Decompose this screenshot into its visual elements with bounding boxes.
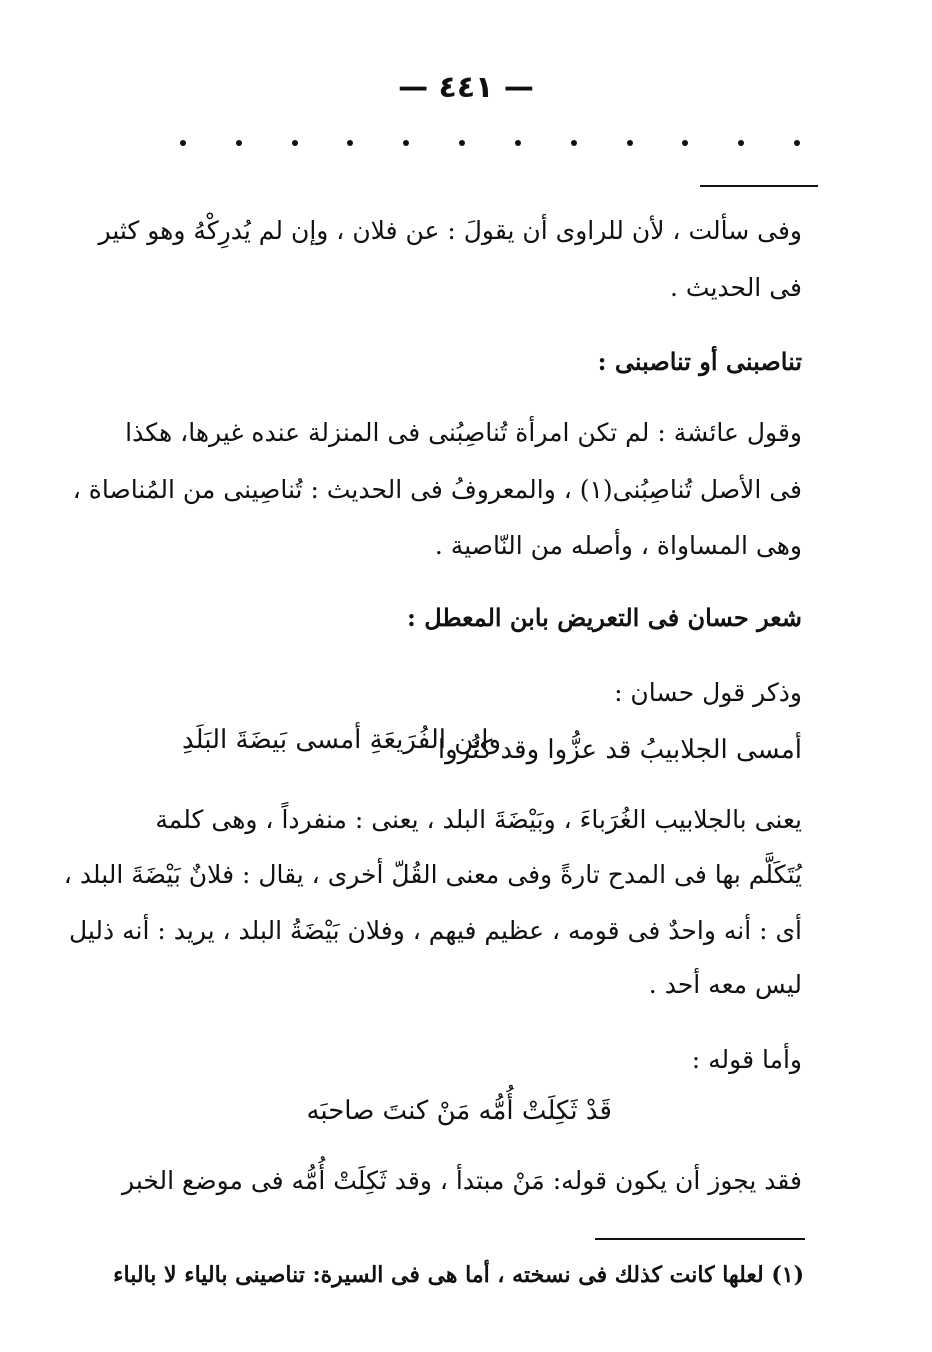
text-line: وذكر قول حسان : [614, 678, 802, 707]
top-rule [700, 185, 818, 187]
separator-dot [459, 140, 465, 146]
footnote-rule [595, 1238, 805, 1240]
separator-dot [292, 140, 298, 146]
separator-dot [403, 140, 409, 146]
separator-dot [682, 140, 688, 146]
verse-hemistich-first: أمسى الجلابيبُ قد عزُّوا وقد كثُروا [437, 735, 802, 765]
footnote: (١) لعلها كانت كذلك فى نسخته ، أما هى فى السيرة: تناصينى بالياء لا بالباء [113, 1262, 804, 1288]
text-line: وهى المساواة ، وأصله من النّاصية . [434, 531, 802, 560]
text-line: فقد يجوز أن يكون قوله: مَنْ مبتدأ ، وقد ثَكِلَتْ أُمُّه فى موضع الخبر [122, 1166, 802, 1195]
text-line: وأما قوله : [691, 1045, 802, 1074]
section-heading: شعر حسان فى التعريض بابن المعطل : [407, 603, 802, 632]
text-line: ليس معه أحد . [648, 970, 802, 999]
separator-dot [515, 140, 521, 146]
separator-dot [738, 140, 744, 146]
section-heading: تناصبنى أو تناصبنى : [597, 347, 802, 376]
text-line: يُتَكَلَّم بها فى المدح تارةً وفى معنى القُلّ أخرى ، يقال : فلانٌ بَيْضَةَ البلد ، [63, 860, 802, 889]
dotted-separator [180, 140, 800, 146]
separator-dot [180, 140, 186, 146]
separator-dot [571, 140, 577, 146]
text-line: أى : أنه واحدٌ فى قومه ، عظيم فيهم ، وفلان بَيْضَةُ البلد ، يريد : أنه ذليل [68, 916, 802, 945]
page-number: — ٤٤١ — [398, 70, 534, 105]
text-line: يعنى بالجلابيب الغُرَباءَ ، وبَيْضَةَ البلد ، يعنى : منفرداً ، وهى كلمة [155, 805, 802, 834]
separator-dot [347, 140, 353, 146]
verse-hemistich-second: وابن الفُرَيعَةِ أمسى بَيضَةَ البَلَدِ [182, 725, 502, 755]
text-line: فى الحديث . [670, 273, 802, 302]
text-line: وقول عائشة : لم تكن امرأة تُناصِبُنى فى المنزلة عنده غيرها، هكذا [125, 418, 802, 447]
text-line: فى الأصل تُناصِبُنى(١) ، والمعروفُ فى الحديث : تُناصِينى من المُناصاة ، [72, 475, 802, 504]
separator-dot [794, 140, 800, 146]
separator-dot [236, 140, 242, 146]
text-line: وفى سألت ، لأن للراوى أن يقولَ : عن فلان ، وإن لم يُدرِكْهُ وهو كثير [98, 216, 802, 245]
verse-line: قَدْ ثَكِلَتْ أُمُّه مَنْ كنتَ صاحبَه [306, 1096, 612, 1126]
separator-dot [627, 140, 633, 146]
